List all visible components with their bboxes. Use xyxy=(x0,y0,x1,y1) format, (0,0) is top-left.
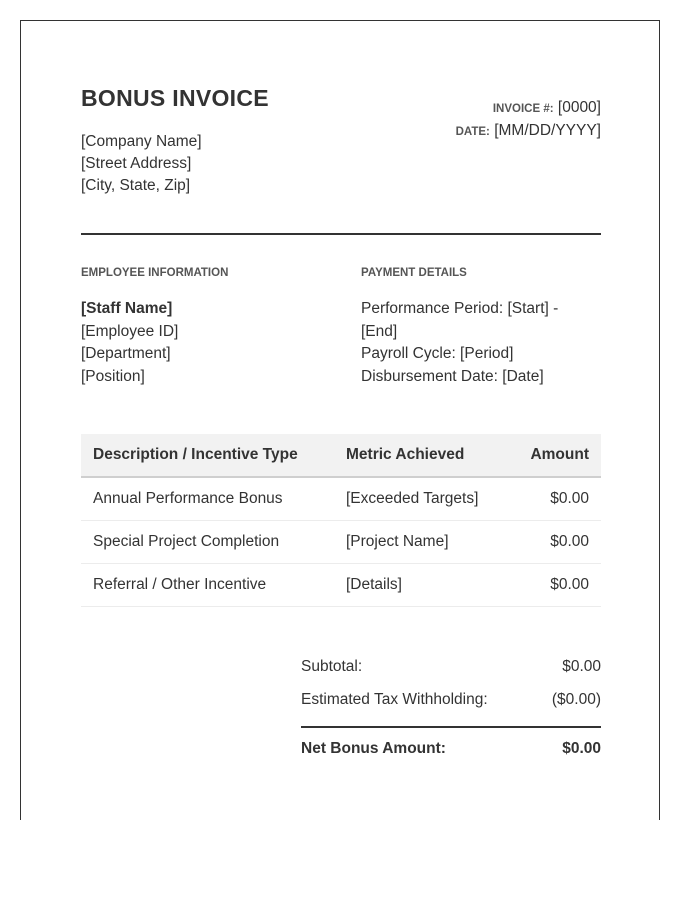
row-description: Special Project Completion xyxy=(81,521,335,564)
column-header-metric: Metric Achieved xyxy=(335,434,518,477)
subtotal-row xyxy=(301,650,601,683)
table-row xyxy=(81,521,601,564)
incentive-table xyxy=(81,434,601,607)
invoice-number-value: [0000] xyxy=(557,99,601,116)
company-name: [Company Name] xyxy=(81,133,202,150)
row-amount: $0.00 xyxy=(518,477,601,521)
invoice-number-label: INVOICE #: xyxy=(492,103,554,115)
company-street: [Street Address] xyxy=(81,155,192,172)
column-header-amount: Amount xyxy=(518,434,601,477)
invoice-meta xyxy=(456,97,601,143)
row-metric: [Project Name] xyxy=(335,521,518,564)
table-row xyxy=(81,477,601,521)
invoice-date-label: DATE: xyxy=(455,126,490,138)
row-amount: $0.00 xyxy=(518,564,601,607)
staff-name: [Staff Name] xyxy=(81,300,173,317)
table-header-row xyxy=(81,434,601,477)
totals-divider xyxy=(301,726,601,728)
employee-info-heading: EMPLOYEE INFORMATION xyxy=(81,267,229,279)
subtotal-value: $0.00 xyxy=(562,657,601,675)
employee-position: [Position] xyxy=(81,367,145,385)
row-metric: [Details] xyxy=(335,564,518,607)
performance-period: Performance Period: [Start] - [End] xyxy=(361,300,559,340)
tax-value: ($0.00) xyxy=(551,690,601,708)
row-description: Annual Performance Bonus xyxy=(81,477,335,521)
tax-row xyxy=(301,683,601,716)
invoice-date-value: [MM/DD/YYYY] xyxy=(494,122,601,139)
tax-label: Estimated Tax Withholding: xyxy=(301,690,488,708)
row-description: Referral / Other Incentive xyxy=(81,564,335,607)
subtotal-label: Subtotal: xyxy=(301,657,363,675)
header-divider xyxy=(81,233,601,235)
net-bonus-row xyxy=(301,740,601,758)
row-amount: $0.00 xyxy=(518,521,601,564)
net-bonus-value: $0.00 xyxy=(562,740,601,757)
invoice-title: BONUS INVOICE xyxy=(81,85,269,111)
employee-info-block xyxy=(81,298,178,388)
column-header-description: Description / Incentive Type xyxy=(81,434,335,477)
employee-id: [Employee ID] xyxy=(81,322,179,340)
employee-department: [Department] xyxy=(81,345,171,362)
company-address-block xyxy=(81,131,202,197)
row-metric: [Exceeded Targets] xyxy=(335,477,518,521)
net-bonus-label: Net Bonus Amount: xyxy=(301,740,446,757)
invoice-number-line xyxy=(456,97,601,120)
payment-details-heading: PAYMENT DETAILS xyxy=(361,267,467,279)
disbursement-date: Disbursement Date: [Date] xyxy=(361,367,544,385)
totals-block xyxy=(301,650,601,758)
payroll-cycle: Payroll Cycle: [Period] xyxy=(361,345,514,362)
company-city: [City, State, Zip] xyxy=(81,177,191,194)
table-row xyxy=(81,564,601,607)
payment-details-block xyxy=(361,298,591,388)
invoice-date-line xyxy=(456,120,601,143)
